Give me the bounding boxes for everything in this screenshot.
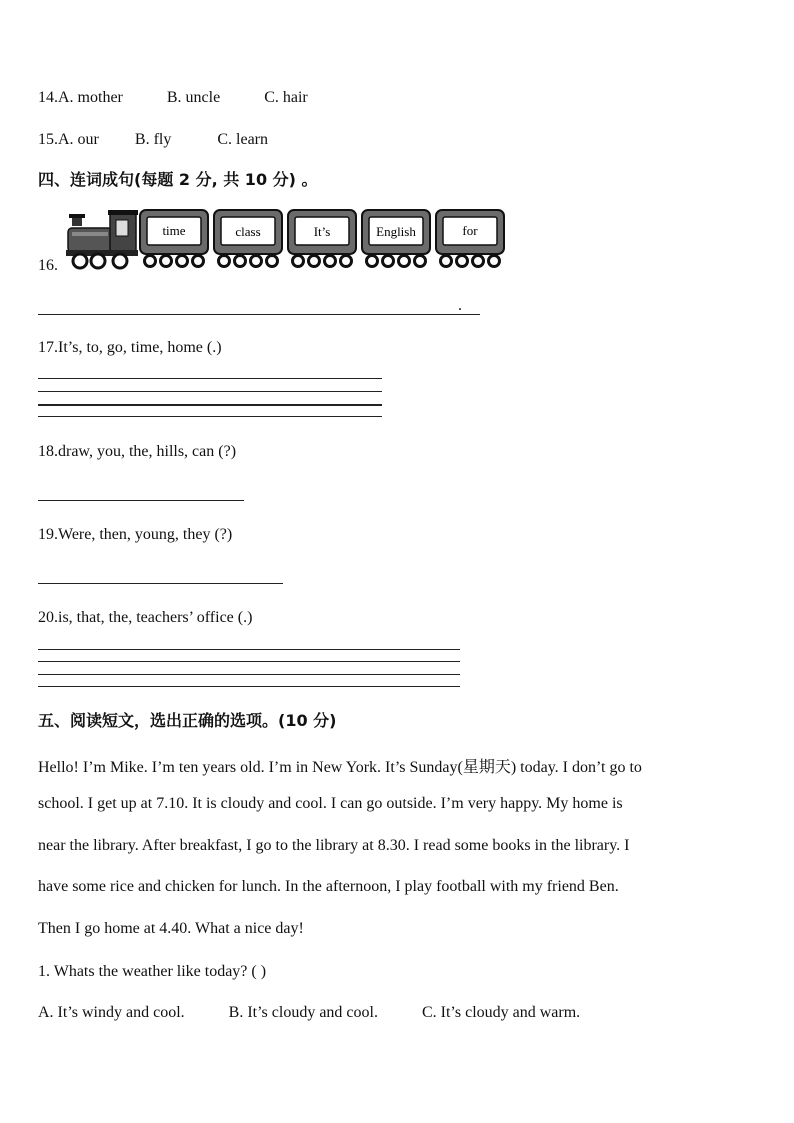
answer-line[interactable] [38,416,382,417]
question-16-number: 16. [38,257,58,274]
option-b: B. uncle [166,89,221,106]
answer-line[interactable] [38,686,460,687]
option-a: A. our [58,131,99,148]
question-15-number: 15. [38,131,58,148]
question-14-number: 14. [38,89,58,106]
train-illustration [66,208,508,272]
answer-period: . [458,297,462,314]
answer-line[interactable] [38,500,244,501]
question-17: 17.It’s, to, go, time, home (.) [38,339,222,356]
section-5-heading: 五、阅读短文，选出正确的选项。(10 分) [38,711,337,730]
reading-question-1-options [38,1003,580,1023]
train-word: It’s [313,224,331,239]
passage-line: Hello! I’m Mike. I’m ten years old. I’m in New York. It’s Sunday(星期天) today. I don’t go to [38,759,642,776]
section-4-heading: 四、连词成句(每题 2 分, 共 10 分) 。 [38,170,318,189]
question-15 [38,130,268,150]
answer-line[interactable] [38,583,283,584]
train-car [140,210,208,267]
question-19: 19.Were, then, young, they (?) [38,526,233,543]
answer-line[interactable] [38,404,382,406]
option-c: C. hair [264,89,308,106]
option-b: B. It’s cloudy and cool. [228,1004,378,1021]
option-c: C. It’s cloudy and warm. [421,1004,581,1021]
passage-line: near the library. After breakfast, I go to the library at 8.30. I read some books in the library. I [38,837,630,854]
answer-line[interactable] [38,314,480,315]
question-20: 20.is, that, the, teachers’ office (.) [38,609,253,626]
train-car [288,210,356,267]
option-b: B. fly [134,131,172,148]
train-car [436,210,504,267]
train-word: for [462,223,478,238]
train-word: English [376,224,416,239]
option-a: A. mother [58,89,123,106]
answer-line[interactable] [38,391,382,392]
question-14 [38,88,308,108]
answer-line[interactable] [38,674,460,675]
answer-line[interactable] [38,649,460,650]
answer-line[interactable] [38,378,382,379]
reading-question-1: 1. Whats the weather like today? ( ) [38,963,267,980]
question-18: 18.draw, you, the, hills, can (?) [38,443,237,460]
passage-line: school. I get up at 7.10. It is cloudy and cool. I can go outside. I’m very happy. My home is [38,795,623,812]
train-car [214,210,282,267]
answer-line[interactable] [38,661,460,662]
train-word: class [235,224,261,239]
passage-line: Then I go home at 4.40. What a nice day! [38,920,304,937]
train-car [362,210,430,267]
train-word: time [162,223,186,238]
locomotive-icon [66,210,138,268]
option-c: C. learn [217,131,268,148]
option-a: A. It’s windy and cool. [38,1004,185,1021]
passage-line: have some rice and chicken for lunch. In the afternoon, I play football with my friend Ben. [38,878,619,895]
